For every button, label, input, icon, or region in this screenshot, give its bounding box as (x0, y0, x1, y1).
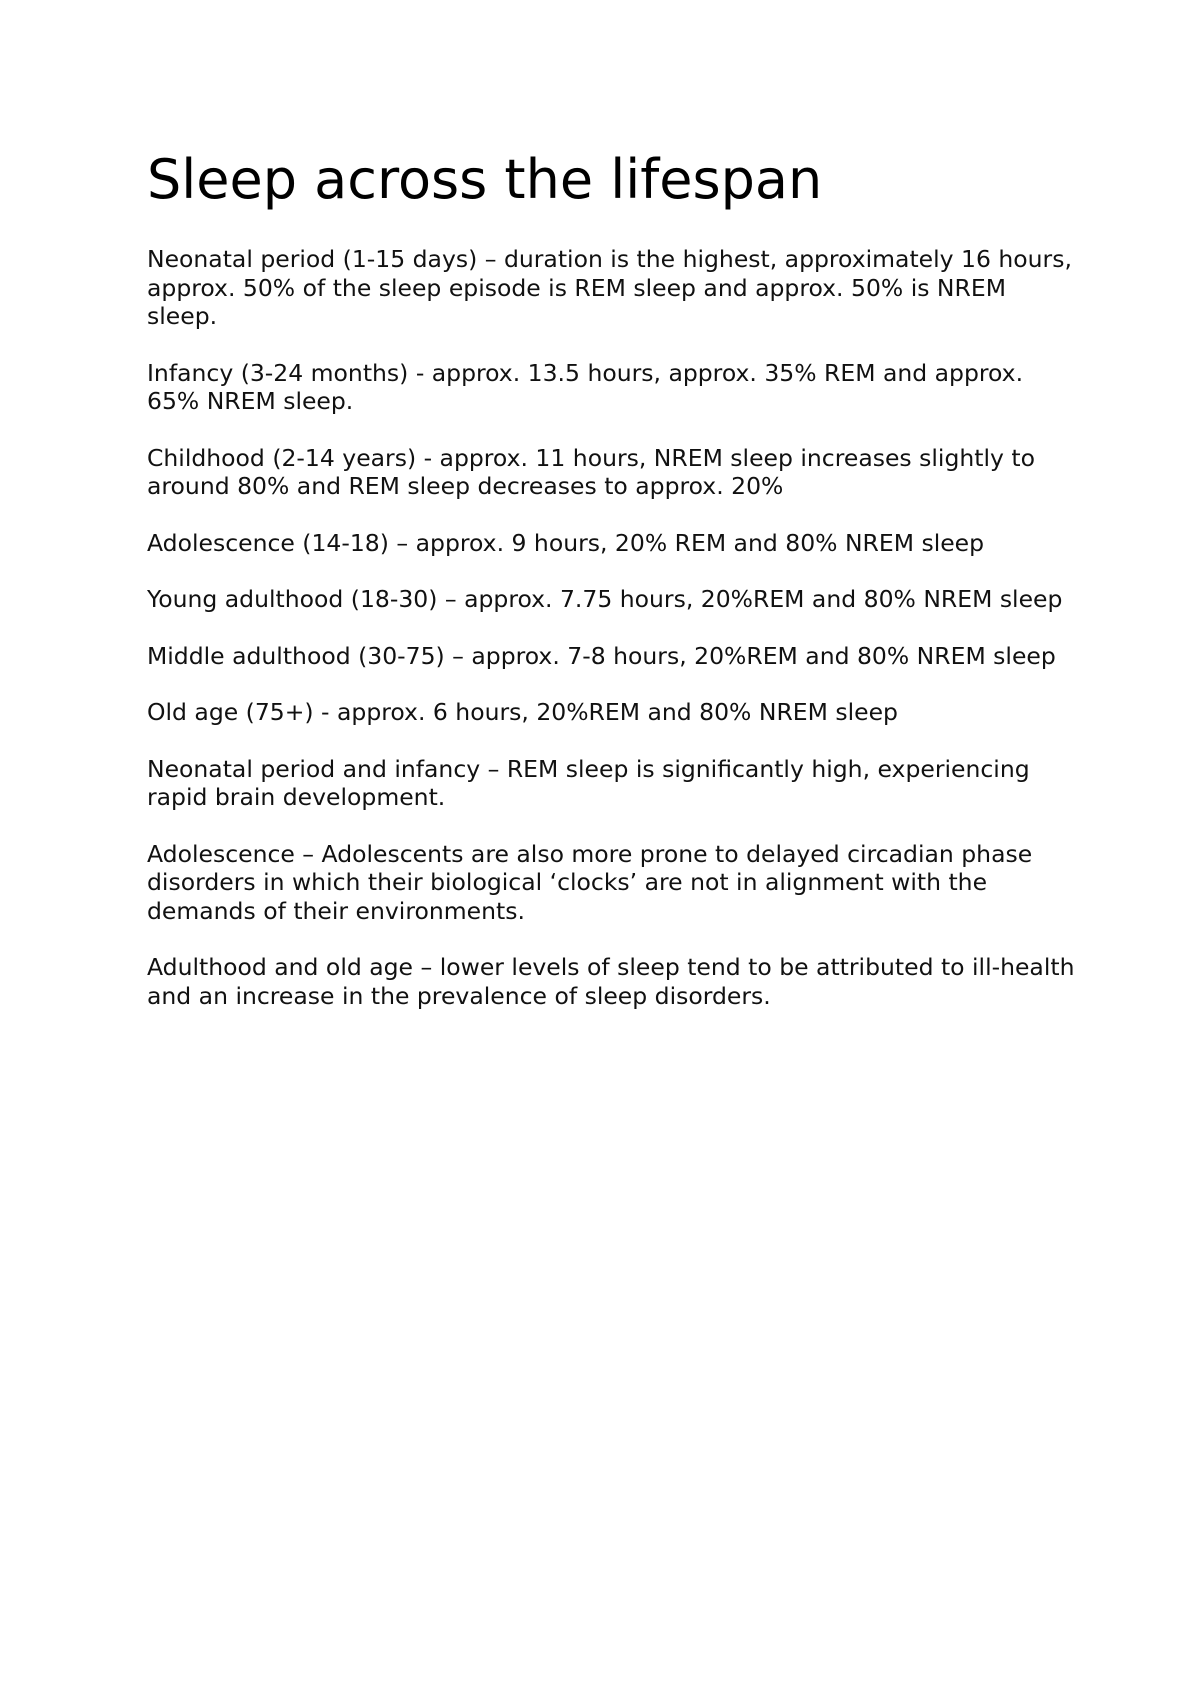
paragraph-old-age: Old age (75+) - approx. 6 hours, 20%REM and 80% NREM sleep (147, 698, 898, 727)
paragraph-adolescence: Adolescence (14-18) – approx. 9 hours, 20% REM and 80% NREM sleep (147, 528, 985, 557)
paragraph-neonatal-period: Neonatal period (1-15 days) – duration is the highest, approximately 16 hours, approx. 50% of the sleep episode is REM sleep and approx. 50% is NREM sleep. (147, 245, 1072, 331)
document-body (147, 150, 1077, 1038)
document-title: Sleep across the lifespan (147, 148, 823, 211)
paragraph-adolescence-note: Adolescence – Adolescents are also more prone to delayed circadian phase disorders in which their biological ‘clocks’ are not in alignment with the demands of their environments. (147, 839, 1033, 925)
paragraph-middle-adulthood: Middle adulthood (30-75) – approx. 7-8 hours, 20%REM and 80% NREM sleep (147, 641, 1056, 670)
paragraph-adulthood-old-age-note: Adulthood and old age – lower levels of sleep tend to be attributed to ill-health and an increase in the prevalence of sleep disorders. (147, 953, 1075, 1010)
paragraph-infancy: Infancy (3-24 months) - approx. 13.5 hours, approx. 35% REM and approx. 65% NREM sleep. (147, 358, 1024, 416)
paragraph-neonatal-infancy-note: Neonatal period and infancy – REM sleep is significantly high, experiencing rapid brain development. (147, 754, 1030, 812)
paragraph-young-adulthood: Young adulthood (18-30) – approx. 7.75 hours, 20%REM and 80% NREM sleep (147, 585, 1063, 614)
paragraph-childhood: Childhood (2-14 years) - approx. 11 hours, NREM sleep increases slightly to around 80% and REM sleep decreases to approx. 20% (147, 443, 1035, 501)
